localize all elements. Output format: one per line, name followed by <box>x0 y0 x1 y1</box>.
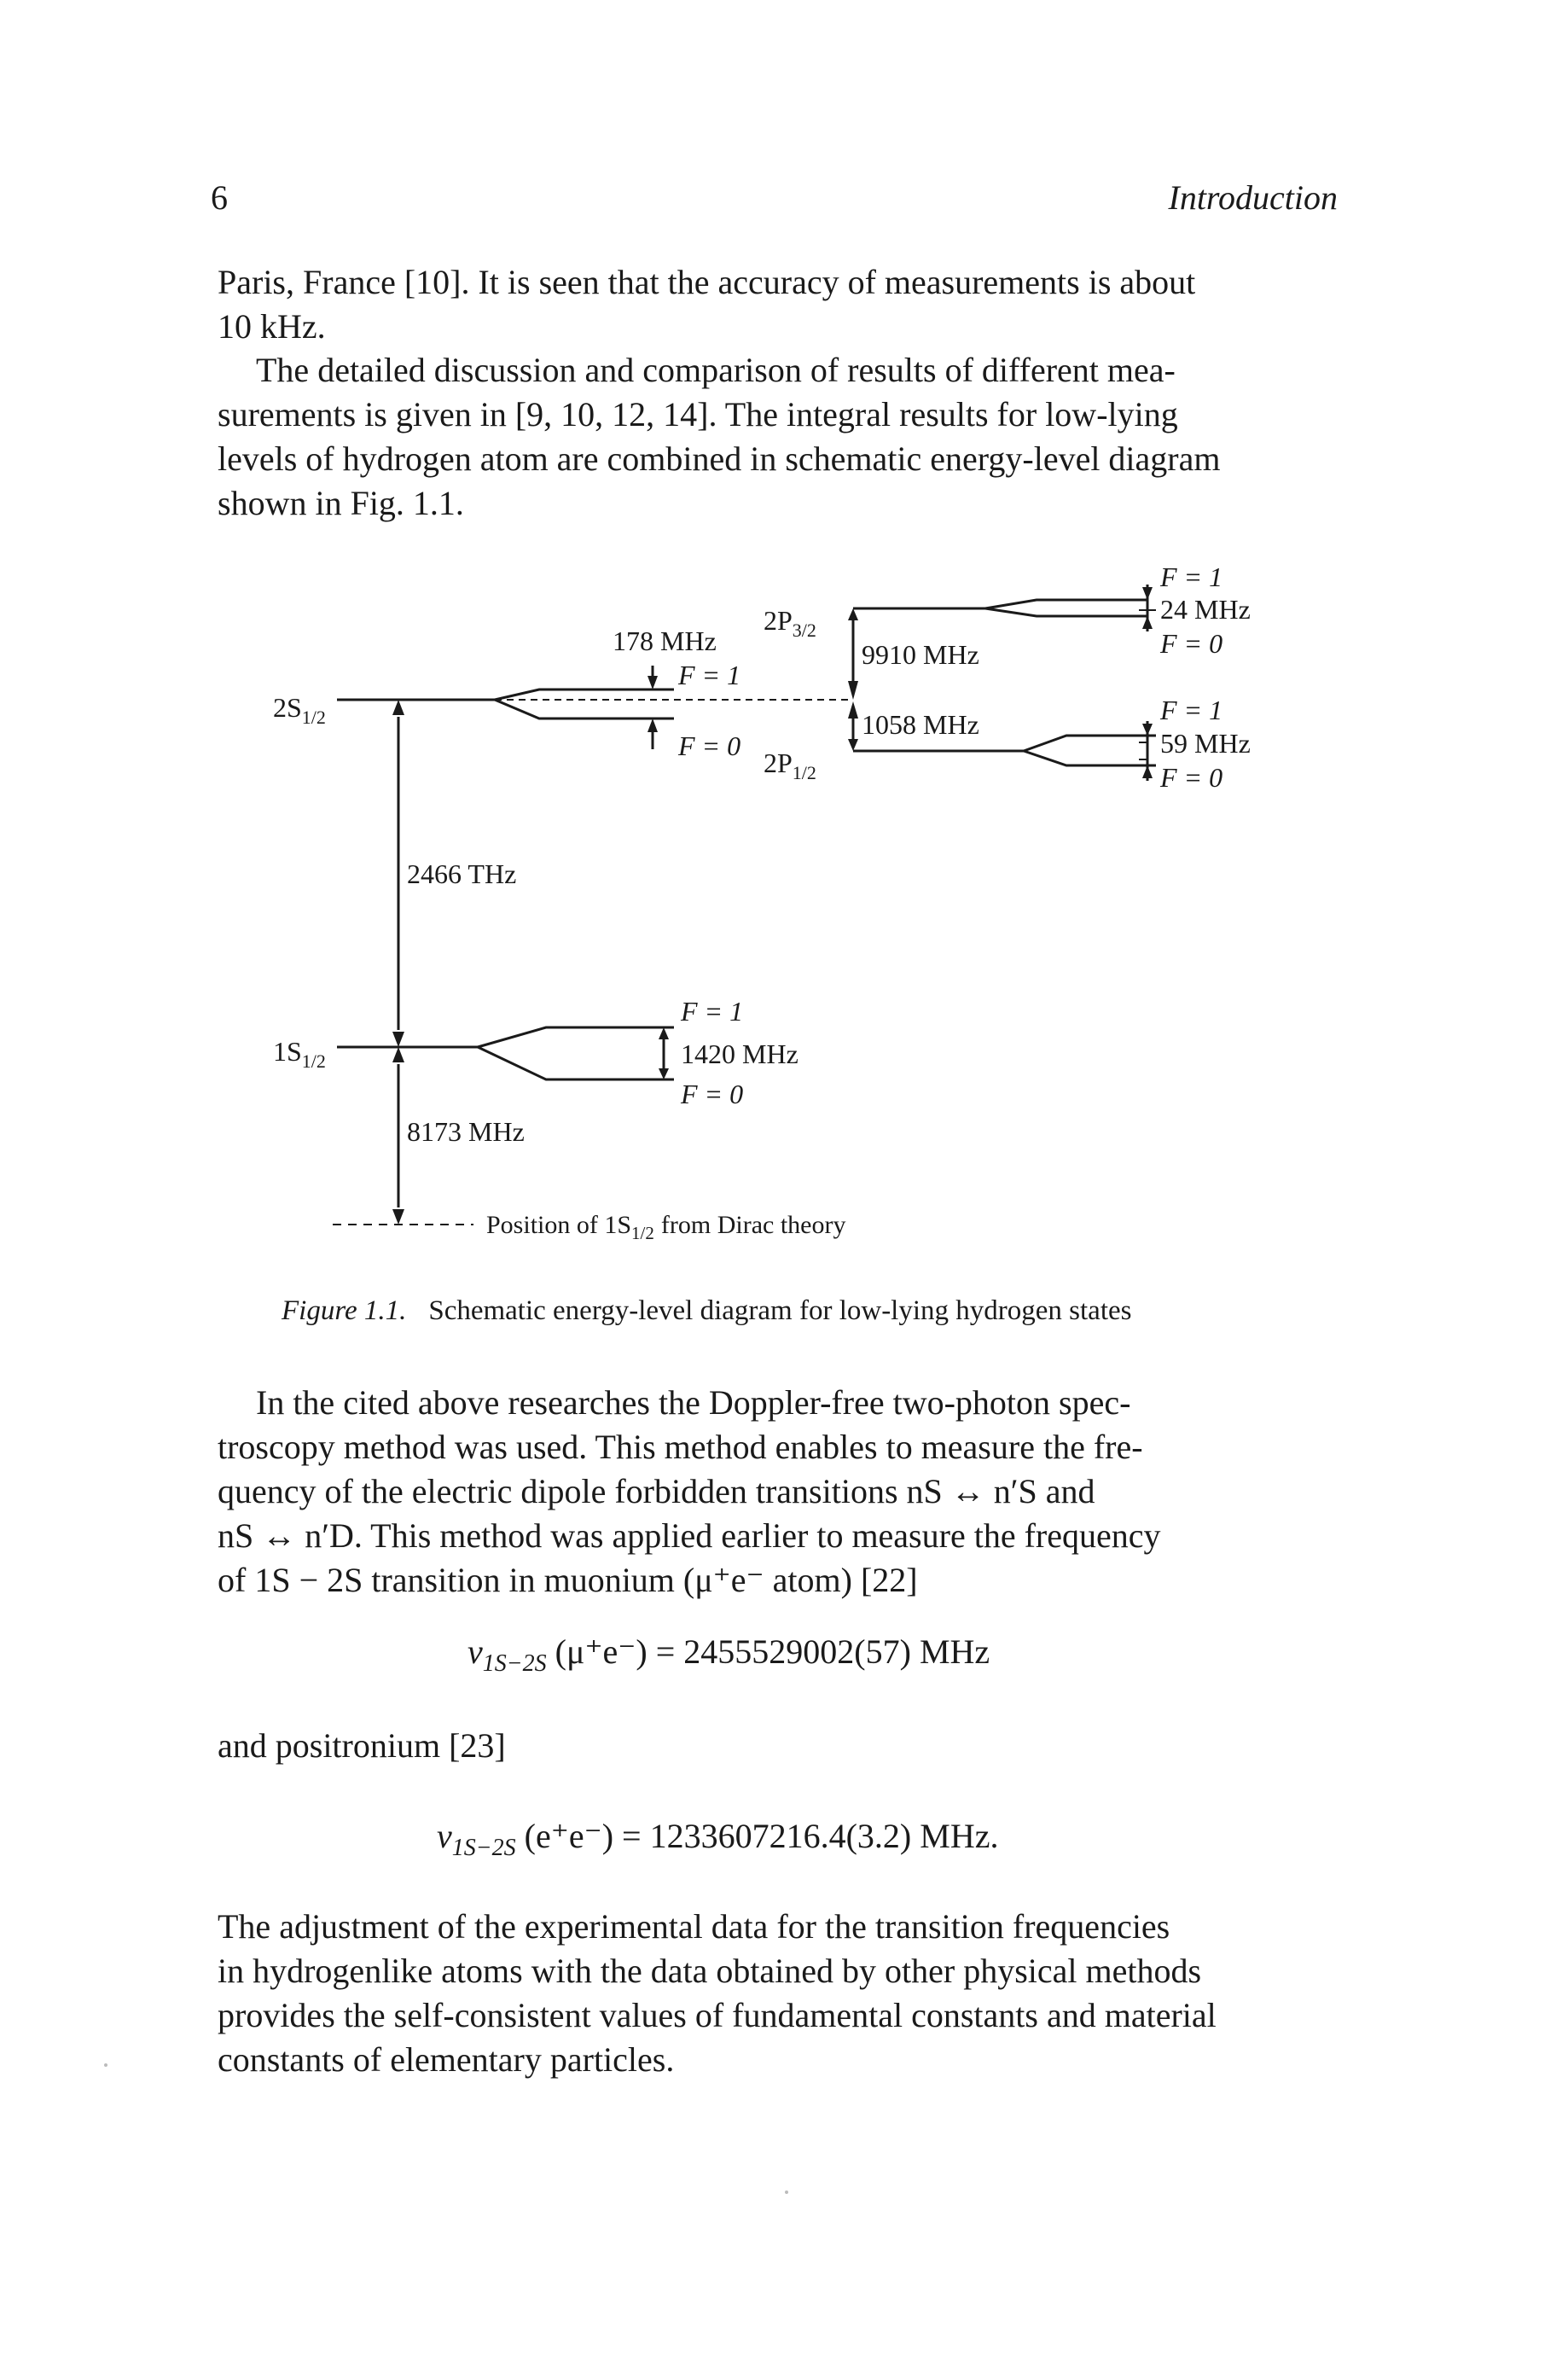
label-lamb-shift: 1058 MHz <box>862 709 979 740</box>
text-line: quency of the electric dipole forbidden transitions nS ↔ n′S and <box>218 1472 1095 1510</box>
arrowhead-down <box>392 1209 404 1225</box>
arrowhead-up <box>392 1047 404 1062</box>
text-line: levels of hydrogen atom are combined in schematic energy-level diagram <box>218 439 1221 478</box>
eq-sub: 1S−2S <box>482 1650 547 1677</box>
arrowhead-down <box>659 1068 669 1079</box>
level-1s-f0-line <box>478 1047 674 1079</box>
eq-nu: ν <box>467 1632 483 1671</box>
text-line: troscopy method was used. This method enables to measure the fre- <box>218 1428 1143 1466</box>
label-hfs-1s-f1: F = 1 <box>681 996 744 1027</box>
arrowhead-up <box>659 1027 669 1039</box>
label-interval-1s-2s: 2466 THz <box>407 858 517 889</box>
arrowhead-up <box>848 608 858 620</box>
level-2p32-f0-line <box>985 608 1147 616</box>
arrowhead-down <box>648 676 658 689</box>
level-1s-f1-line <box>478 1027 674 1047</box>
text-line: nS ↔ n′D. This method was applied earlier to measure the frequency <box>218 1516 1161 1555</box>
level-2p12-f0-line <box>1024 751 1156 765</box>
arrowhead-up <box>392 700 404 715</box>
page-number: 6 <box>211 178 228 217</box>
label-hfs-2s: 178 MHz <box>613 625 717 656</box>
label-hfs-2p32-f1: F = 1 <box>1160 561 1223 592</box>
label-hfs-2s-f0: F = 0 <box>678 730 741 761</box>
caption-text: Schematic energy-level diagram for low-lying hydrogen states <box>428 1295 1132 1326</box>
label-hfs-2p12-f1: F = 1 <box>1160 695 1223 725</box>
label-hfs-2s-f1: F = 1 <box>678 660 741 690</box>
text-line: surements is given in [9, 10, 12, 14]. The integral results for low-lying <box>218 395 1178 433</box>
text-line: provides the self-consistent values of fundamental constants and material <box>218 1996 1217 2034</box>
text-line: In the cited above researches the Doppler-free two-photon spec- <box>256 1383 1131 1422</box>
label-hfs-2p12-f0: F = 0 <box>1160 762 1223 793</box>
label-hfs-2p32: 24 MHz <box>1160 594 1251 625</box>
text-line: and positronium [23] <box>218 1726 506 1765</box>
label-hfs-2p32-f0: F = 0 <box>1160 628 1223 659</box>
eq-sub: 1S−2S <box>451 1835 516 1861</box>
arrowhead-up <box>1142 616 1153 629</box>
level-2s-f1-line <box>495 689 674 700</box>
level-2s-f0-line <box>495 700 674 719</box>
label-hfs-2p12: 59 MHz <box>1160 728 1251 759</box>
figure-caption <box>282 1295 1131 1327</box>
running-title: Introduction <box>1168 178 1338 217</box>
arrowhead-down <box>848 681 858 700</box>
label-dirac-position: Position of $1S_{1/2}$ from Dirac theory <box>486 1211 846 1243</box>
eq-args: (e⁺e⁻) <box>524 1817 614 1855</box>
arrowhead-down <box>1142 724 1153 736</box>
equation-positronium <box>437 1816 998 1862</box>
arrowhead-down <box>1142 587 1153 600</box>
text-line: of 1S − 2S transition in muonium (μ⁺e⁻ atom) [22] <box>218 1561 918 1599</box>
scan-speck <box>104 2063 107 2067</box>
label-2p32: $2P_{3/2}$ <box>764 605 816 641</box>
text-line: shown in Fig. 1.1. <box>218 484 464 522</box>
paragraph-5 <box>218 1905 1344 2082</box>
equation-muonium <box>467 1632 990 1678</box>
label-hfs-1s-f0: F = 0 <box>681 1079 744 1109</box>
text-line: constants of elementary particles. <box>218 2040 675 2079</box>
paragraph-3 <box>218 1381 1344 1603</box>
arrowhead-down <box>848 739 858 751</box>
text-line: in hydrogenlike atoms with the data obtained by other physical methods <box>218 1952 1202 1990</box>
label-hfs-1s: 1420 MHz <box>681 1039 799 1069</box>
label-1s: $1S_{1/2}$ <box>273 1036 326 1072</box>
eq-nu: ν <box>437 1817 452 1855</box>
text-line: Paris, France [10]. It is seen that the accuracy of measurements is about <box>218 263 1196 301</box>
eq-rhs: = 1233607216.4(3.2) MHz. <box>622 1817 999 1855</box>
paragraph-4 <box>218 1724 1344 1768</box>
arrowhead-up <box>648 719 658 732</box>
level-2p12-f1-line <box>1024 736 1156 751</box>
label-2p12: $2P_{1/2}$ <box>764 748 816 783</box>
text-line: 10 kHz. <box>218 307 326 346</box>
eq-rhs: = 2455529002(57) MHz <box>655 1632 990 1671</box>
arrowhead-up <box>848 701 858 719</box>
eq-args: (μ⁺e⁻) <box>555 1632 648 1671</box>
label-2s: $2S_{1/2}$ <box>273 692 326 728</box>
label-fine-structure: 9910 MHz <box>862 639 979 670</box>
figure-number: Figure 1.1. <box>282 1295 407 1326</box>
arrowhead-down <box>392 1032 404 1047</box>
text-line: The detailed discussion and comparison of results of different mea- <box>256 351 1176 389</box>
level-2p32-f1-line <box>985 600 1147 608</box>
arrowhead-up <box>1142 765 1153 778</box>
label-lamb-1s: 8173 MHz <box>407 1116 525 1147</box>
text-line: The adjustment of the experimental data for the transition frequencies <box>218 1907 1170 1946</box>
scan-speck <box>785 2191 788 2194</box>
